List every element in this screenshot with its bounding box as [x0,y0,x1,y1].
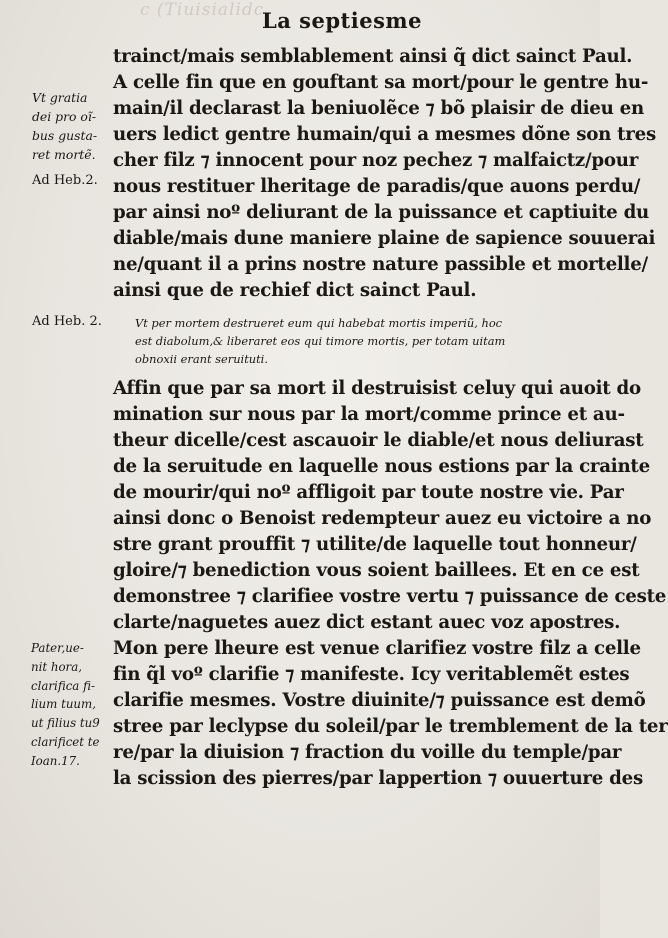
margin-note-gratia [32,88,97,164]
text-line: la scission des pierres/par lappertion ⁊ ouuerture des [113,768,643,789]
text-line: clarte/naguetes auez dict estant auec voz apostres. [113,612,621,633]
margin-line: Ad Heb. 2. [32,314,102,329]
text-line: ne/quant il a prins nostre nature passible et mortelle/ [113,254,648,275]
margin-line: Ad Heb.2. [32,173,98,188]
text-line: stre grant prouffit ⁊ utilite/de laquelle tout honneur/ [113,534,637,555]
text-line: stree par leclypse du soleil/par le tremblement de la ter [113,716,668,737]
text-line: par ainsi noº deliurant de la puissance et captiuite du [113,202,650,223]
text-line: main/il declarast la beniuolẽce ⁊ bõ plaisir de dieu en [113,98,644,119]
bleed-through-text: c (Tiuisialidc [140,0,265,20]
margin-line: Ioan.17. [31,753,80,768]
margin-line: bus gusta- [32,128,98,143]
margin-line: Vt gratia [32,90,88,105]
margin-line: Pater,ue- [31,641,84,655]
margin-line: nit hora, [31,659,82,674]
main-text-bottom [113,376,668,792]
text-line: uers ledict gentre humain/qui a mesmes dõne son tres [113,124,656,145]
latin-quotation [135,314,565,368]
margin-note-heb-1 [32,171,98,190]
text-line: ainsi que de rechief dict sainct Paul. [113,280,477,301]
text-line: diable/mais dune maniere plaine de sapience souuerai [113,228,656,249]
margin-line: lium tuum, [31,697,96,712]
text-line: clarifie mesmes. Vostre diuinite/⁊ puissance est demõ [113,690,646,711]
text-line: ainsi donc o Benoist redempteur auez eu victoire a no [113,508,652,529]
text-line: theur dicelle/cest ascauoir le diable/et nous deliurast [113,430,644,451]
text-line: cher filz ⁊ innocent pour noz pechez ⁊ malfaictz/pour [113,150,639,171]
text-line: re/par la diuision ⁊ fraction du voille du temple/par [113,742,622,763]
text-line: fin q̃l voº clarifie ⁊ manifeste. Icy veritablemẽt estes [113,664,630,685]
text-line: trainct/mais semblablement ainsi q̃ dict sainct Paul. [113,46,633,67]
text-line: mination sur nous par la mort/comme prince et au- [113,404,625,425]
quote-line: Vt per mortem destrueret eum qui habebat mortis imperiũ, hoc [135,316,503,330]
text-line: nous restituer lheritage de paradis/que auons perdu/ [113,176,641,197]
main-text-top [113,44,656,304]
text-line: gloire/⁊ benediction vous soient baillees. Et en ce est [113,560,640,581]
quote-line: est diabolum,& liberaret eos qui timore mortis, per totam uitam [135,334,506,348]
quote-line: obnoxii erant seruituti. [135,352,268,366]
margin-line: dei pro oĩ- [32,109,97,124]
running-head: La septiesme [262,8,422,33]
margin-line: clarifica fi- [31,678,95,693]
text-line: Affin que par sa mort il destruisist celuy qui auoit do [113,378,641,399]
text-line: de la seruitude en laquelle nous estions par la crainte [113,456,650,477]
margin-note-heb-2 [32,312,102,331]
text-line: demonstree ⁊ clarifiee vostre vertu ⁊ puissance de ceste [113,586,667,607]
text-line: de mourir/qui noº affligoit par toute nostre vie. Par [113,482,624,503]
margin-note-pater [31,639,100,771]
margin-line: ut filius tu9 [31,716,100,731]
text-line: Mon pere lheure est venue clarifiez vostre filz a celle [113,638,641,659]
margin-line: ret mortẽ. [32,147,96,162]
margin-line: clarificet te [31,734,100,749]
text-line: A celle fin que en gouftant sa mort/pour le gentre hu- [113,72,649,93]
